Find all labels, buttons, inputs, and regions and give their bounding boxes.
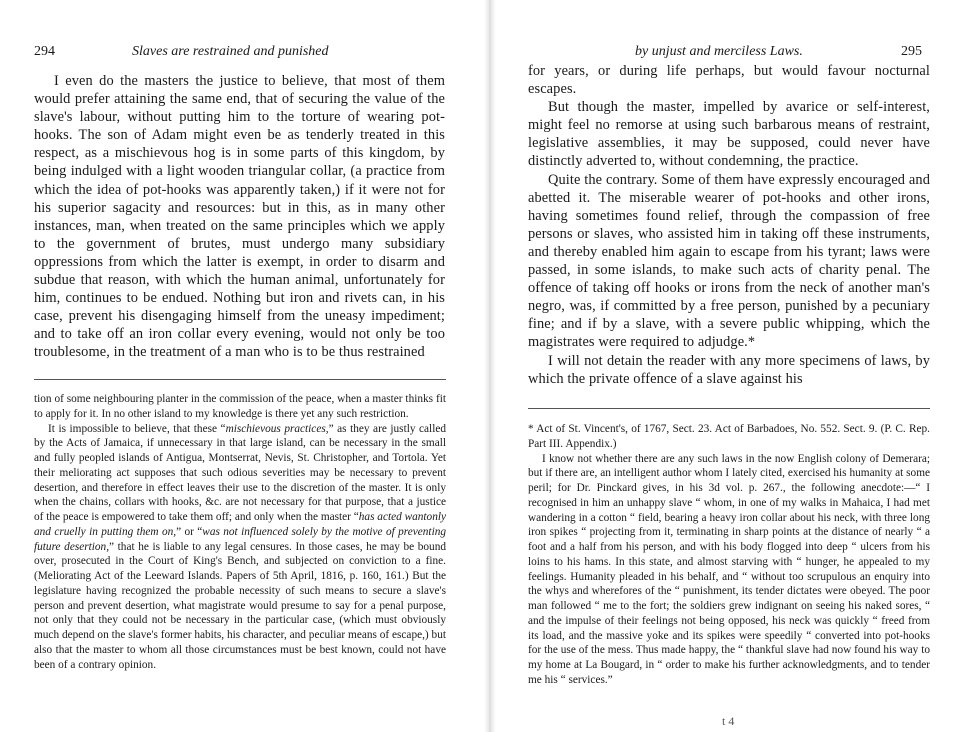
footnote-paragraph: tion of some neighbouring planter in the commission of the peace, when a master thinks fit to apply for it. In no other island to my knowledge is there yet any such restriction. <box>34 393 446 420</box>
running-head-left: Slaves are restrained and punished <box>132 44 329 59</box>
right-page <box>490 0 980 732</box>
body-paragraph: I will not detain the reader with any more specimens of laws, by which the private offence of a slave against his <box>528 352 930 387</box>
running-head-right: by unjust and merciless Laws. <box>635 44 803 59</box>
body-text-left <box>34 72 445 362</box>
footnotes-right <box>528 422 930 688</box>
page-number-right: 295 <box>901 44 922 59</box>
footnotes-left <box>34 392 446 672</box>
body-paragraph: But though the master, impelled by avarice or self-interest, might feel no remorse at using such barbarous means of restraint, legislative assemblies, it may be supposed, could never have distinctly adverted to, without condemning, the practice. <box>528 99 930 170</box>
footnote-paragraph: I know not whether there are any such laws in the now English colony of Demerara; but if there are, an intelligent author whom I lately cited, exercised his humanity at some peril; for Dr. Pinckard gives, in his 3d vol. p. 267., the following anecdote:—“ I recognised in him an unhappy slave “ whom, in one of my walks in Mahaica, I had met wandering in a cotton “ field, bearing a heavy iron collar about his neck, with three long iron spikes “ projecting from it, terminating in sharp points at the distance of nearly “ a foot and a half from his person, and with his body flogged into deep “ ulcers from his loins to his hams. In this state, and almost starving with “ hunger, he appealed to my feelings. Humanity pleaded in his behalf, and “ without too scrupulous an enquiry into the whys and wherefores of the “ punishment, its tender dictates were obeyed. The poor man followed “ me to the fort; the soldiers grew indignant on seeing his naked sores, “ and the impulse of their feelings not being opposed, his neck was quickly “ freed from its load, and the massive yoke and its spikes were speedily “ converted into pot-hooks for the use of the mess. Thus made happy, the “ thankful slave had now found his way to my home at La Bougard, in “ order to make his further acknowledgments, and to tender me his “ services.” <box>528 452 930 686</box>
page-number-left: 294 <box>34 44 55 59</box>
signature-mark: t 4 <box>722 714 735 728</box>
body-text-right <box>528 62 930 388</box>
footnote-paragraph: It is impossible to believe, that these “mischievous practices,” as they are justly called by the Acts of Jamaica, if unnecessary in that large island, can be necessary in the small and fully peopled islands of Antigua, Montserrat, Nevis, St. Christopher, and Tortola. Yet their meliorating act supposes that such odious severities may be necessary to prevent desertion, and therefore in effect leaves their use to the discretion of the master. It is only when the chains, collars with hooks, &c. are not necessary for that purpose, that a justice of the peace is empowered to take them off; and only when the master “has acted wantonly and cruelly in putting them on,” or “was not influenced solely by the motive of preventing future desertion,” that he is liable to any legal censures. In those cases, he may be bound over, prosecuted in the Court of King's Bench, and subjected on conviction to a fine. (Meliorating Act of the Leeward Islands. Papers of 5th April, 1816, p. 160, 161.) But the legislature having recognized the probable necessity of such means to secure a slave's person and prevent desertion, what magistrate would presume to say for a penal purpose, not only that they could not be necessary in the particular case, (which must obviously much depend on the slave's former habits, his character, and peculiar means of escape,) but also that the master to whom all those circumstances must be best known, could not have been of a contrary opinion. <box>34 422 447 671</box>
body-paragraph: for years, or during life perhaps, but would favour nocturnal escapes. <box>528 63 930 98</box>
footnote-paragraph: * Act of St. Vincent's, of 1767, Sect. 23. Act of Barbadoes, No. 552. Sect. 9. (P. C. Rep. Part III. Appendix.) <box>528 423 930 450</box>
footnote-rule-left <box>34 379 446 380</box>
body-paragraph: I even do the masters the justice to believe, that most of them would prefer attaining the same end, that of securing the value of the slave's labour, without putting him to the torture of wearing pot-hooks. The son of Adam might even be as tenderly treated in this respect, as a mischievous hog is in some parts of this kingdom, by being indulged with a light wooden triangular collar, (a practice from which the idea of pot-hooks was apparently taken,) if it were not for his superior sagacity and resources: but in this, as in many other instances, man, when treated on the same principles which we apply to the government of brutes, must undergo many subsidiary oppressions from which the latter is exempt, in order to disarm and subdue that reason, with which the human animal, unfortunately for him, continues to be endued. Nothing but iron and rivets can, in his case, prevent his disengaging himself from the uneasy impediment; and to take off an iron collar every evening, would not only be too troublesome, in the treatment of a man who is to be thus restrained <box>34 73 445 361</box>
body-paragraph: Quite the contrary. Some of them have expressly encouraged and abetted it. The miserable wearer of pot-hooks and other irons, having sometimes found relief, through the compassion of free persons or slaves, who assisted him in taking off these instruments, and thereby enabled him again to escape from his tyrant; laws were passed, in some islands, to make such acts of charity penal. The offence of taking off hooks or irons from the neck of another man's negro, was, if committed by a free person, punished by a pecuniary fine; and if by a slave, with a severe public whipping, which the magistrates were required to adjudge.* <box>528 171 930 351</box>
footnote-rule-right <box>528 408 930 409</box>
